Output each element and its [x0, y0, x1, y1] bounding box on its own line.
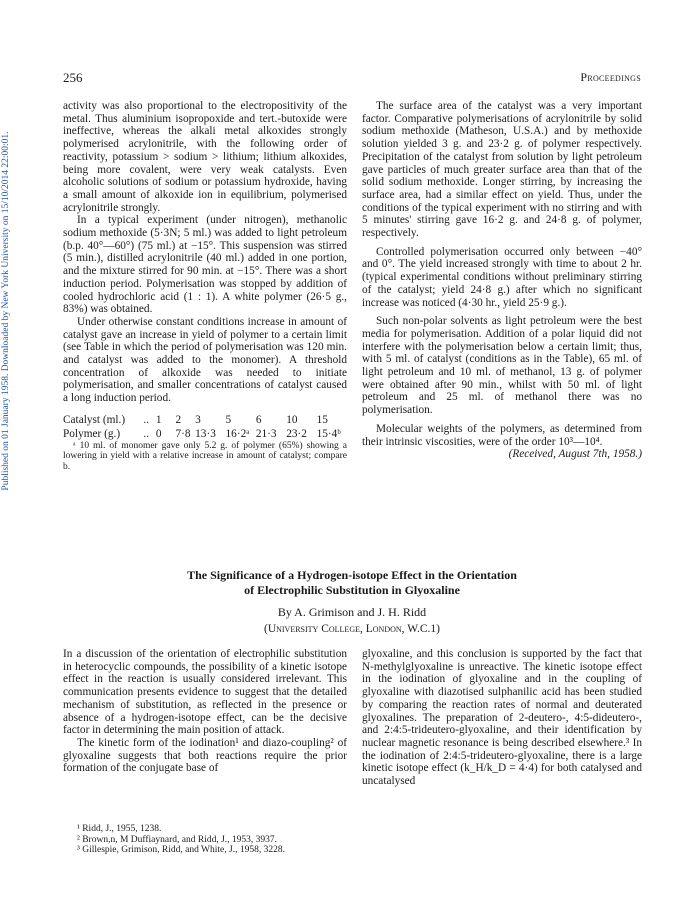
reference-item: ¹ Ridd, J., 1955, 1238.	[77, 824, 162, 834]
article-affiliation: (University College, London, W.C.1)	[263, 623, 440, 635]
table-leader-dots: ..	[143, 413, 150, 426]
download-notice-sidebar: Published on 01 January 1958. Downloaded by New York University on 15/10/2014 22:00:01.	[1, 131, 11, 491]
table-cell: 3	[195, 413, 201, 426]
article-title	[63, 568, 641, 598]
table-cell: 23·2	[286, 427, 307, 440]
page-header	[63, 70, 641, 86]
right-column-bottom	[362, 648, 642, 788]
table-cell: 10	[286, 413, 298, 426]
table-cell: 1	[155, 413, 162, 426]
table-cell: 0	[155, 427, 162, 440]
paragraph: In a discussion of the orientation of electrophilic substitution in heterocyclic compounds, the possibility of a kinetic isotope effect in the reaction is usually considered irrelevant. This communication presents evidence to suggest that the detailed mechanism of substitution, as reflected in the presence or absence of a hydrogen-isotope effect, can be the decisive factor in determining the main position of attack.	[63, 648, 347, 737]
references	[63, 824, 353, 856]
paragraph: Under otherwise constant conditions increase in amount of catalyst gave an increase in yield of polymer to a certain limit (see Table in which the period of polymerisation was 120 min. and catalyst was added to the monomer). A threshold concentration of alkoxide was needed to initiate polymerisation, and smaller concentrations of catalyst caused a long induction period.	[63, 315, 347, 405]
table-cell: 21·3	[255, 427, 277, 440]
reference-item: ² Brown,n, M Duffiaynard, and Ridd, J., 1953, 3937.	[77, 834, 278, 845]
page-number: 256	[63, 70, 83, 85]
table-cell: 6	[255, 413, 262, 426]
table-row-label: Catalyst (ml.)	[63, 413, 126, 426]
paragraph: glyoxaline, and this conclusion is supported by the fact that N-methylglyoxaline is unreactive. The kinetic isotope effect in the iodination of glyoxaline and in the coupling of glyoxaline with diazotised sulphanilic acid has been studied by comparing the reaction rates of normal and deuterated glyoxalines. The preparation of 2-deutero-, 4:5-dideutero-, and 2:4:5-trideutero-glyoxaline, and their identification by nuclear magnetic resonance is being described elsewhere.³ In the iodination of 2:4:5-trideutero-glyoxaline, there is a large kinetic isotope effect (k_H/k_D = 4·4) for both catalysed and uncatalysed	[362, 648, 642, 788]
table-row-label: Polymer (g.)	[63, 427, 121, 440]
table-cell: 5	[225, 413, 232, 426]
right-column-top	[362, 100, 642, 461]
title-line: of Electrophilic Substitution in Glyoxaline	[244, 583, 460, 597]
table-cell: 13·3	[195, 427, 216, 440]
paragraph: Molecular weights of the polymers, as determined from their intrinsic viscosities, were of the order 10³—10⁴.	[362, 422, 642, 448]
catalyst-yield-table	[63, 413, 347, 441]
table-cell: 2	[175, 413, 182, 426]
left-column-bottom	[63, 648, 347, 775]
paragraph: Controlled polymerisation occurred only between −40° and 0°. The yield increased strongly with time to about 2 hr. (typical experimental conditions without preliminary stirring of the catalyst; yield 24·8 g.) after which no significant increase was noticed (4·30 hr., yield 25·9 g.).	[362, 245, 642, 309]
running-head: Proceedings	[580, 70, 641, 84]
article-authors: By A. Grimison and J. H. Ridd	[277, 605, 427, 619]
table-cell: 15	[316, 413, 328, 426]
table-cell: 7·8	[175, 427, 191, 440]
table-cell: 15·4ᵇ	[316, 427, 341, 440]
table-footnote: ᵃ 10 ml. of monomer gave only 5.2 g. of polymer (65%) showing a lowering in yield with a relative increase in amount of catalyst; compare b.	[63, 440, 347, 472]
paragraph: The kinetic form of the iodination¹ and diazo-coupling² of glyoxaline suggests that both reactions require the prior formation of the conjugate base of	[63, 736, 347, 775]
received-date: (Received, August 7th, 1958.)	[508, 448, 642, 461]
table-row-polymer	[63, 427, 347, 441]
left-column-top	[63, 100, 347, 472]
title-line: The Significance of a Hydrogen-isotope Effect in the Orientation	[187, 568, 517, 582]
table-cell: 16·2ᵃ	[225, 427, 250, 440]
table-row-catalyst	[63, 413, 347, 427]
table-leader-dots: ..	[143, 427, 150, 440]
paragraph: In a typical experiment (under nitrogen), methanolic sodium methoxide (5·3N; 5 ml.) was added to light petroleum (b.p. 40°—60°) (75 ml.) at −15°. This suspension was stirred (5 min.), distilled acrylonitrile (40 ml.) added in one portion, and the mixture stirred for 90 min. at −15°. There was a short induction period. Polymerisation was stopped by addition of cooled hydrochloric acid (1 : 1). A white polymer (26·5 g., 83%) was obtained.	[63, 214, 347, 316]
paragraph: Such non-polar solvents as light petroleum were the best media for polymerisation. Addition of a polar liquid did not interfere with the polymerisation below a certain limit; thus, with 5 ml. of catalyst (conditions as in the Table), 65 ml. of light petroleum and 10 ml. of methanol, 13 g. of polymer were obtained after 90 min., whilst with 50 ml. of light petroleum and 25 ml. of methanol there was no polymerisation.	[362, 315, 642, 417]
paragraph: activity was also proportional to the electropositivity of the metal. Thus aluminium isopropoxide and tert.-butoxide were ineffective, whereas the alkali metal alkoxides strongly polymerised acrylonitrile, with the following order of reactivity, potassium > sodium > lithium; lithium alkoxides, being more covalent, were very weak catalysts. Even alcoholic solutions of sodium or potassium hydroxide, having a small amount of alkoxide ion in equilibrium, polymerised acrylonitrile strongly.	[63, 100, 347, 214]
paragraph: The surface area of the catalyst was a very important factor. Comparative polymerisations of acrylonitrile by solid sodium methoxide (Matheson, U.S.A.) and by methoxide solution yielded 3 g. and 23·2 g. of polymer respectively. Precipitation of the catalyst from solution by light petroleum gave particles of much greater surface area than that of the solid sodium methoxide. Longer stirring, by increasing the surface area, had a similar effect on yield. Thus, under the conditions of the typical experiment with no stirring and with 5 minutes' stirring gave 16·2 g. and 24·8 g. of polymer, respectively.	[362, 100, 642, 240]
reference-item: ³ Gillespie, Grimison, Ridd, and White, J., 1958, 3228.	[77, 845, 285, 856]
